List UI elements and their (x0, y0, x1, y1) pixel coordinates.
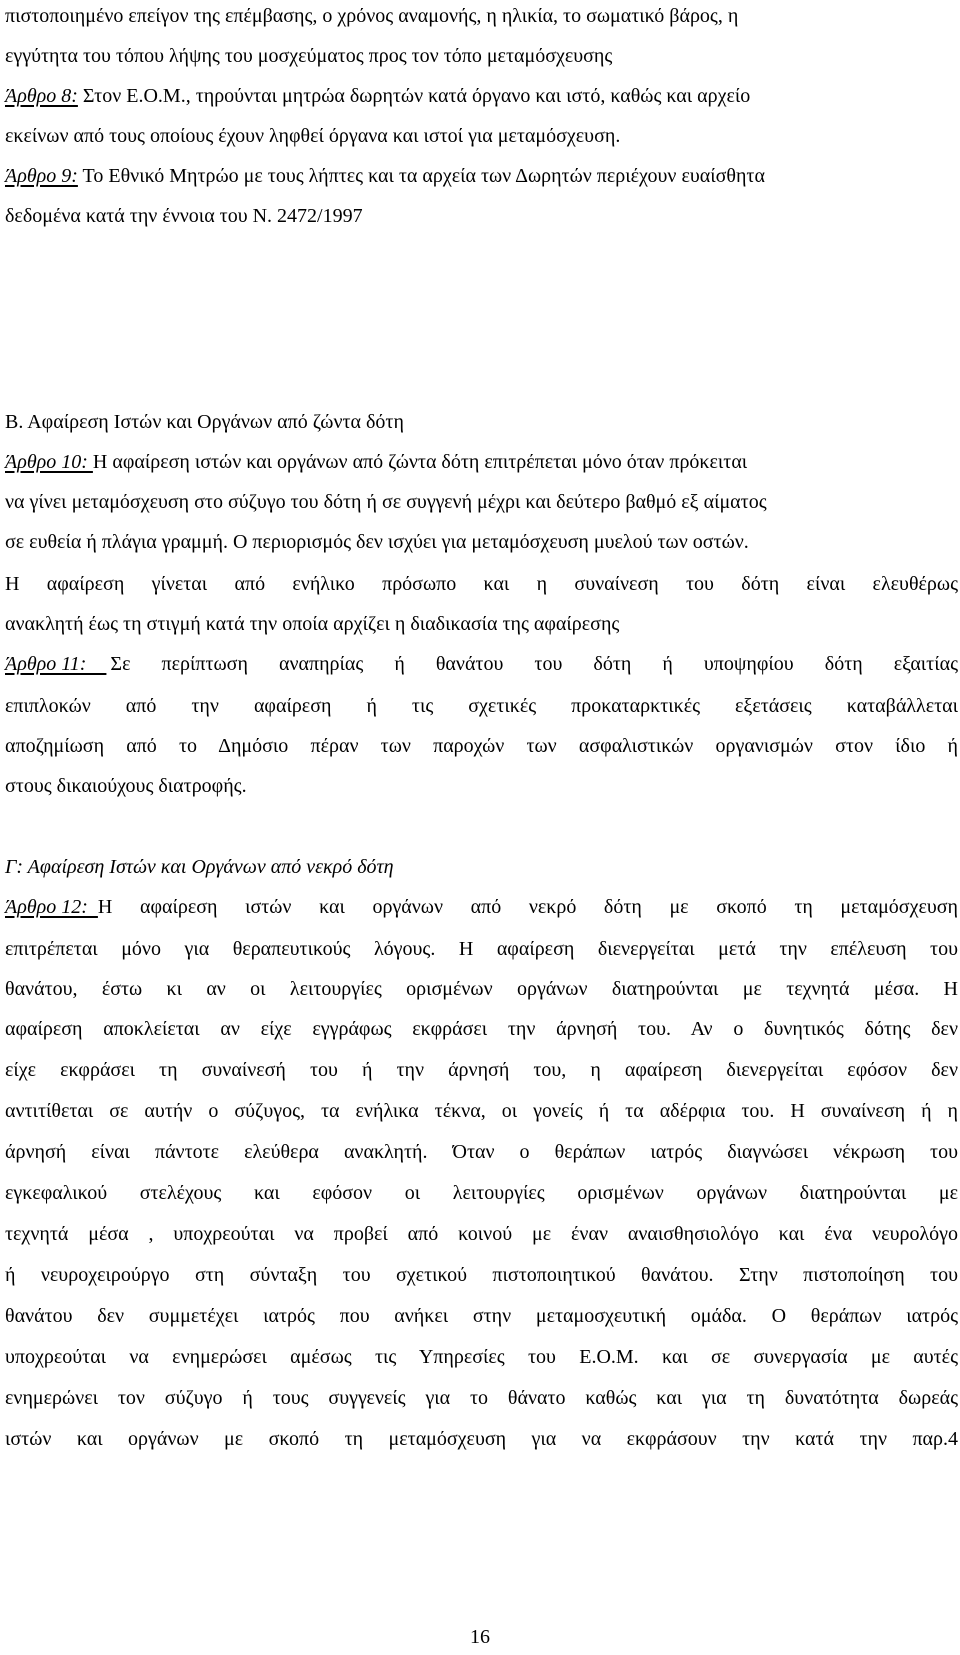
article-10-text: Η αφαίρεση ιστών και οργάνων από ζώντα δότη επιτρέπεται μόνο όταν πρόκειται (92, 451, 748, 473)
article-9-label: Άρθρο 9: (5, 165, 78, 187)
article-12-line: υποχρεούται να ενημερώσει αμέσως τις Υπηρεσίες του Ε.Ο.Μ. και σε συνεργασία με αυτές (5, 1346, 958, 1368)
article-12-line: είχε εκφράσει τη συναίνεσή του ή την άρνησή του, η αφαίρεση διενεργείται εφόσον δεν (5, 1059, 958, 1081)
article-8-text: Στον Ε.Ο.Μ., τηρούνται μητρώα δωρητών κατά όργανο και ιστό, καθώς και αρχείο (77, 85, 751, 107)
article-12-line: τεχνητά μέσα , υποχρεούται να προβεί από κοινού με έναν αναισθησιολόγο και ένα νευρολόγο (5, 1223, 958, 1245)
article-12-line-1 (5, 895, 958, 919)
article-11-line-4: στους δικαιούχους διατροφής. (5, 775, 247, 797)
article-11-line-3: αποζημίωση από το Δημόσιο πέραν των παροχών των ασφαλιστικών οργανισμών στον ίδιο ή (5, 735, 958, 757)
article-10-line-5: ανακλητή έως τη στιγμή κατά την οποία αρχίζει η διαδικασία της αφαίρεσης (5, 613, 620, 635)
intro-line-1: πιστοποιημένο επείγον της επέμβασης, ο χρόνος αναμονής, η ηλικία, το σωματικό βάρος, η (5, 5, 739, 27)
article-12-text: Η αφαίρεση ιστών και οργάνων από νεκρό δότη με σκοπό τη μεταμόσχευση (97, 896, 958, 918)
article-12-line: θανάτου δεν συμμετέχει ιατρός που ανήκει στην μεταμοσχευτική ομάδα. Ο θεράπων ιατρός (5, 1305, 958, 1327)
article-8-line-2: εκείνων από τους οποίους έχουν ληφθεί όργανα και ιστοί για μεταμόσχευση. (5, 125, 621, 147)
article-12-line: ή νευροχειρούργο στη σύνταξη του σχετικού πιστοποιητικού θανάτου. Στην πιστοποίηση του (5, 1264, 958, 1286)
section-b-heading: Β. Αφαίρεση Ιστών και Οργάνων από ζώντα δότη (5, 411, 404, 433)
intro-line-2: εγγύτητα του τόπου λήψης του μοσχεύματος προς τον τόπο μεταμόσχευσης (5, 45, 613, 67)
article-12-line: θανάτου, έστω κι αν οι λειτουργίες ορισμένων οργάνων διατηρούνται με τεχνητά μέσα. Η (5, 978, 958, 1000)
article-12-line: ιστών και οργάνων με σκοπό τη μεταμόσχευση για να εκφράσουν την κατά την παρ.4 (5, 1428, 958, 1450)
article-9-text: Το Εθνικό Μητρώο με τους λήπτες και τα αρχεία των Δωρητών περιέχουν ευαίσθητα (77, 165, 765, 187)
article-11-line-2: επιπλοκών από την αφαίρεση ή τις σχετικές προκαταρκτικές εξετάσεις καταβάλλεται (5, 695, 958, 717)
article-12-line: αντιτίθεται σε αυτήν ο σύζυγος, τα ενήλικα τέκνα, οι γονείς ή τα αδέρφια του. Η συναίνεση ή η (5, 1100, 958, 1122)
article-10-line-2: να γίνει μεταμόσχευση στο σύζυγο του δότη ή σε συγγενή μέχρι και δεύτερο βαθμό εξ αίματος (5, 491, 767, 513)
article-11-text: Σε περίπτωση αναπηρίας ή θανάτου του δότη ή υποψηφίου δότη εξαιτίας (110, 653, 958, 675)
article-12-line: ενημερώνει τον σύζυγο ή τους συγγενείς για το θάνατο καθώς και για τη δυνατότητα δωρεάς (5, 1387, 958, 1409)
article-9-line-2: δεδομένα κατά την έννοια του Ν. 2472/1997 (5, 205, 363, 227)
article-8-label: Άρθρο 8: (5, 85, 78, 107)
article-10-line-3: σε ευθεία ή πλάγια γραμμή. Ο περιορισμός δεν ισχύει για μεταμόσχευση μυελού των οστών. (5, 531, 749, 553)
page-number: 16 (470, 1626, 490, 1648)
section-g-heading: Γ: Αφαίρεση Ιστών και Οργάνων από νεκρό δότη (5, 856, 394, 878)
article-12-line: άρνησή είναι πάντοτε ελεύθερα ανακλητή. Όταν ο θεράπων ιατρός διαγνώσει νέκρωση του (5, 1141, 958, 1163)
article-9-line-1 (5, 164, 765, 188)
article-10-line-1 (5, 450, 747, 474)
article-8-line-1 (5, 84, 750, 108)
article-10-line-4: Η αφαίρεση γίνεται από ενήλικο πρόσωπο και η συναίνεση του δότη είναι ελευθέρως (5, 573, 958, 595)
article-11-line-1 (5, 652, 958, 676)
article-12-line: επιτρέπεται μόνο για θεραπευτικούς λόγους. Η αφαίρεση διενεργείται μετά την επέλευση του (5, 938, 958, 960)
article-11-label: Άρθρο 11: (5, 653, 107, 675)
article-10-label: Άρθρο 10: (5, 451, 93, 473)
article-12-label: Άρθρο 12: (5, 896, 98, 918)
article-12-line: αφαίρεση αποκλείεται αν είχε εγγράφως εκφράσει την άρνησή του. Αν ο δυνητικός δότης δεν (5, 1018, 958, 1040)
article-12-line: εγκεφαλικού στελέχους και εφόσον οι λειτουργίες ορισμένων οργάνων διατηρούνται με (5, 1182, 958, 1204)
